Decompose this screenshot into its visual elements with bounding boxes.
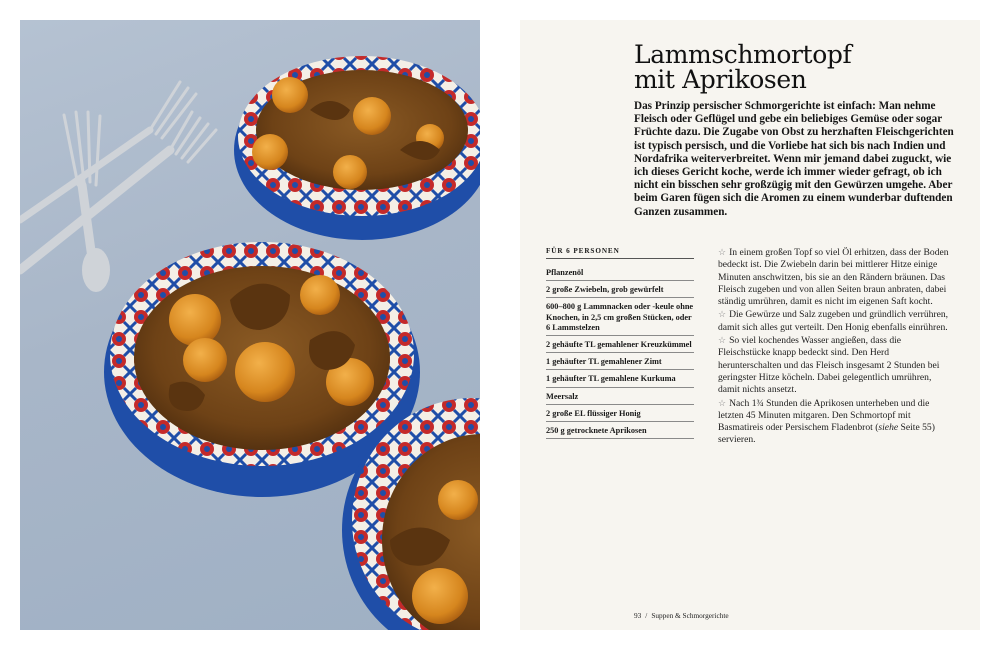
method-step [718, 246, 954, 308]
star-icon: ☆ [718, 335, 727, 346]
lamb-stew-photo-illustration [20, 20, 480, 630]
bowl-top-illustration [234, 56, 480, 240]
recipe-photo [20, 20, 480, 630]
star-icon: ☆ [718, 309, 727, 320]
page-footer [634, 611, 729, 620]
recipe-intro: Das Prinzip persischer Schmorgerichte ist einfach: Man nehme Fleisch oder Geflügel und gebe ein beliebiges Gemüse oder sogar Früchte dazu. Die Zugabe von Obst zu herzhaften Fleischgerichten ist typisch persisch, und die Vorliebe hat sich bis nach Indien und Nordafrika weiterverbreitet. Wenn mir jemand dabei zuguckt, wie ich dieses Gericht koche, werde ich immer wieder gefragt, ob ich nicht ein bisschen sehr großzügig mit den Gewürzen umgehe. Aber beim Garen fügen sich die Aromen zu einem wunderbar duftenden Ganzen zusammen. [634, 100, 954, 218]
method-steps [718, 246, 954, 447]
recipe-title [634, 42, 954, 92]
method-step-text: Die Gewürze und Salz zugeben und gründlich verrühren, damit sich alles gut verteilt. Den Honig ebenfalls einrühren. [718, 309, 949, 333]
method-step [718, 334, 954, 396]
ingredient-item: 2 große Zwiebeln, grob gewürfelt [546, 284, 694, 298]
servings-heading: FÜR 6 PERSONEN [546, 247, 694, 259]
ingredient-item: 250 g getrocknete Aprikosen [546, 425, 694, 439]
ingredient-item: 2 große EL flüssiger Honig [546, 408, 694, 422]
recipe-title-line-1: Lammschmortopf [634, 40, 852, 69]
method-step [718, 308, 954, 334]
ingredient-item: Pflanzenöl [546, 267, 694, 281]
ingredient-item: 1 gehäufter TL gemahlener Zimt [546, 356, 694, 370]
ingredient-item: Meersalz [546, 391, 694, 405]
method-step-text: So viel kochendes Wasser angießen, dass die Fleischstücke knapp bedeckt sind. Den Herd herunterschalten und das Fleisch insgesamt 2 Stunden bei geringster Hitze köcheln. Dabei gelegentlich umrühren, damit nichts ansetzt. [718, 335, 940, 396]
ingredient-item: 1 gehäufter TL gemahlene Kurkuma [546, 373, 694, 387]
recipe-title-line-2: mit Aprikosen [634, 65, 807, 94]
star-icon: ☆ [718, 247, 727, 257]
star-icon: ☆ [718, 397, 727, 408]
ingredient-item: 600–800 g Lammnacken oder -keule ohne Knochen, in 2,5 cm großen Stücken, oder 6 Lammstelzen [546, 301, 694, 336]
section-name: Suppen & Schmorgerichte [651, 611, 729, 620]
page-number: 93 [634, 611, 642, 620]
ingredients-list [546, 247, 694, 442]
method-step-text: In einem großen Topf so viel Öl erhitzen, dass der Boden bedeckt ist. Die Zwiebeln darin bei mittlerer Hitze einige Minuten anschwitzen, bis sie an den Rändern bräunen. Das Fleisch zugeben und von allen Seiten braun anbraten, dabei ständig umrühren, damit es nicht im eigenen Saft kocht. [718, 247, 949, 308]
ingredient-item: 2 gehäufte TL gemahlener Kreuzkümmel [546, 339, 694, 353]
method-step-text: Nach 1¾ Stunden die Aprikosen unterheben und die letzten 45 Minuten mitgaren. Den Schmortopf mit Basmatireis oder Persischem Fladenbrot (siehe Seite 55) servieren. [718, 397, 935, 446]
method-step [718, 397, 954, 447]
recipe-page [520, 20, 980, 630]
footer-separator: / [645, 611, 648, 620]
